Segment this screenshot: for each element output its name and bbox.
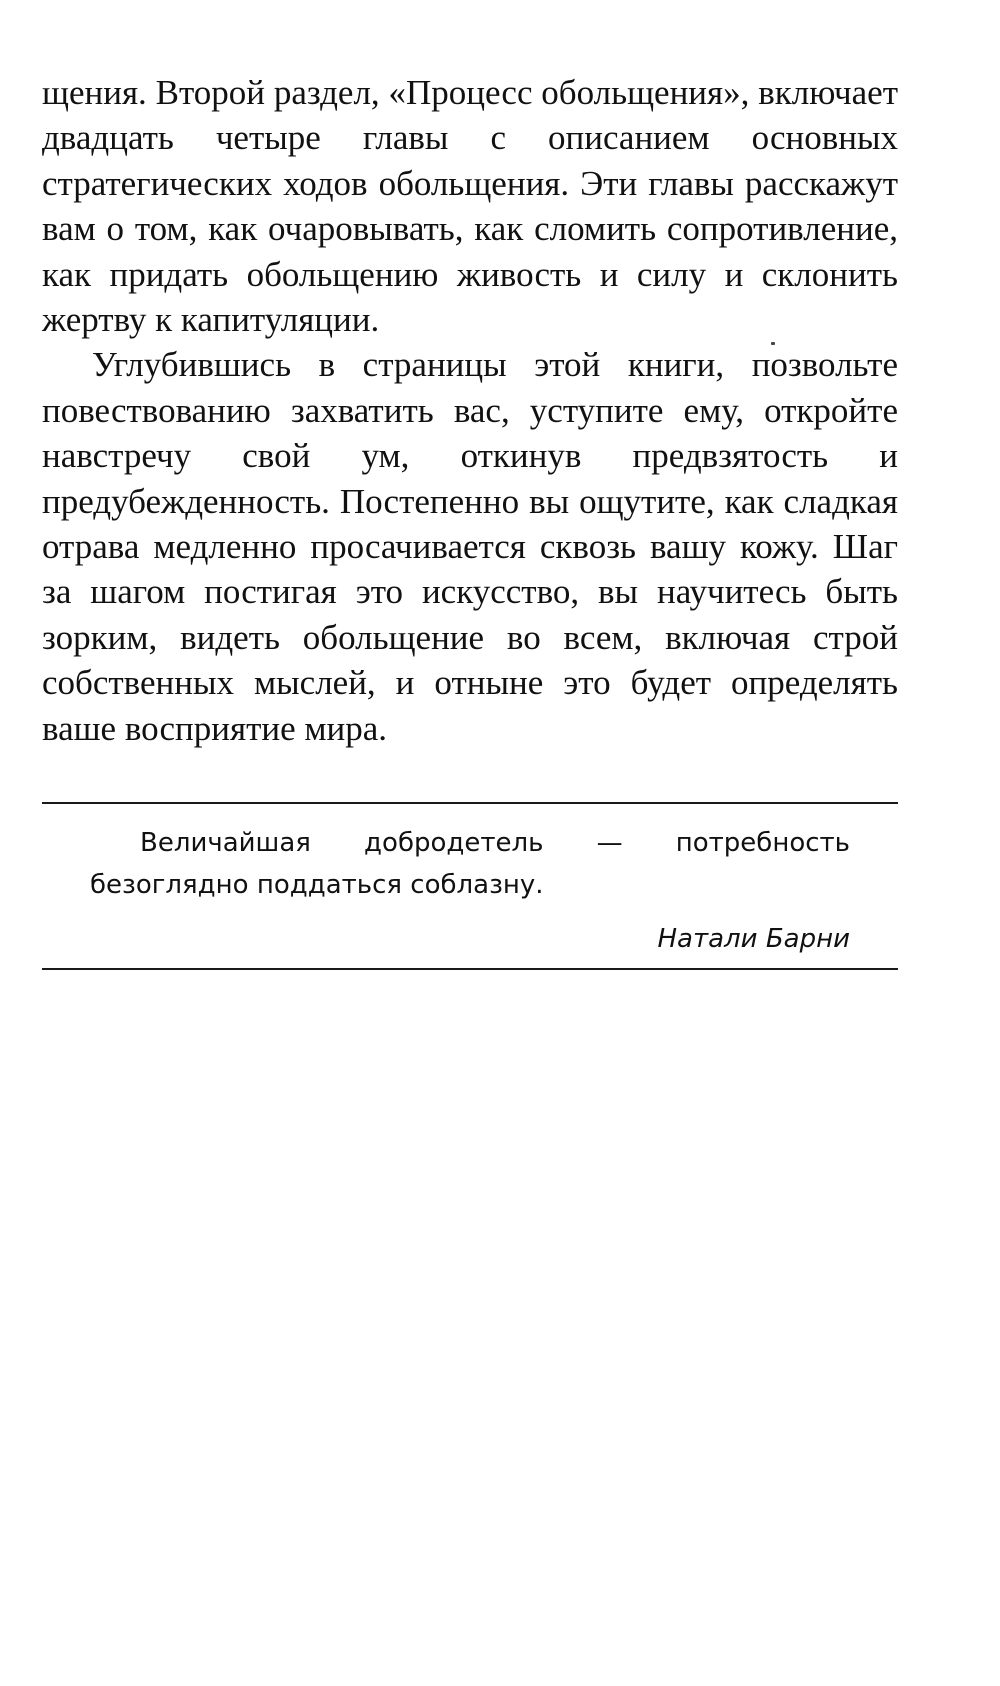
epigraph [90,822,850,960]
print-speck [771,342,775,345]
epigraph-bottom-rule [42,968,898,970]
epigraph-author: Натали Барни [657,924,850,954]
paragraph-continuation: щения. Второй раздел, «Процесс обольщения», включает двадцать четыре главы с описанием основных стратегических ходов обольщения. Эти главы расскажут вам о том, как очаровывать, как сломить сопротивление, как придать обольщению живость и силу и склонить жертву к капитуляции. [42,73,898,340]
body-text [42,70,898,751]
epigraph-quote: Величайшая добродетель — потребность безоглядно поддаться соблазну. [90,828,850,900]
epigraph-top-rule [42,802,898,804]
paragraph: Углубившись в страницы этой книги, позвольте повествованию захватить вас, уступите ему, откройте навстречу свой ум, откинув предвзятость и предубежденность. Постепенно вы ощутите, как сладкая отрава медленно просачивается сквозь вашу кожу. Шаг за шагом постигая это искусство, вы научитесь быть зорким, видеть обольщение во всем, включая строй собственных мыслей, и отныне это будет определять ваше восприятие мира. [42,345,898,748]
